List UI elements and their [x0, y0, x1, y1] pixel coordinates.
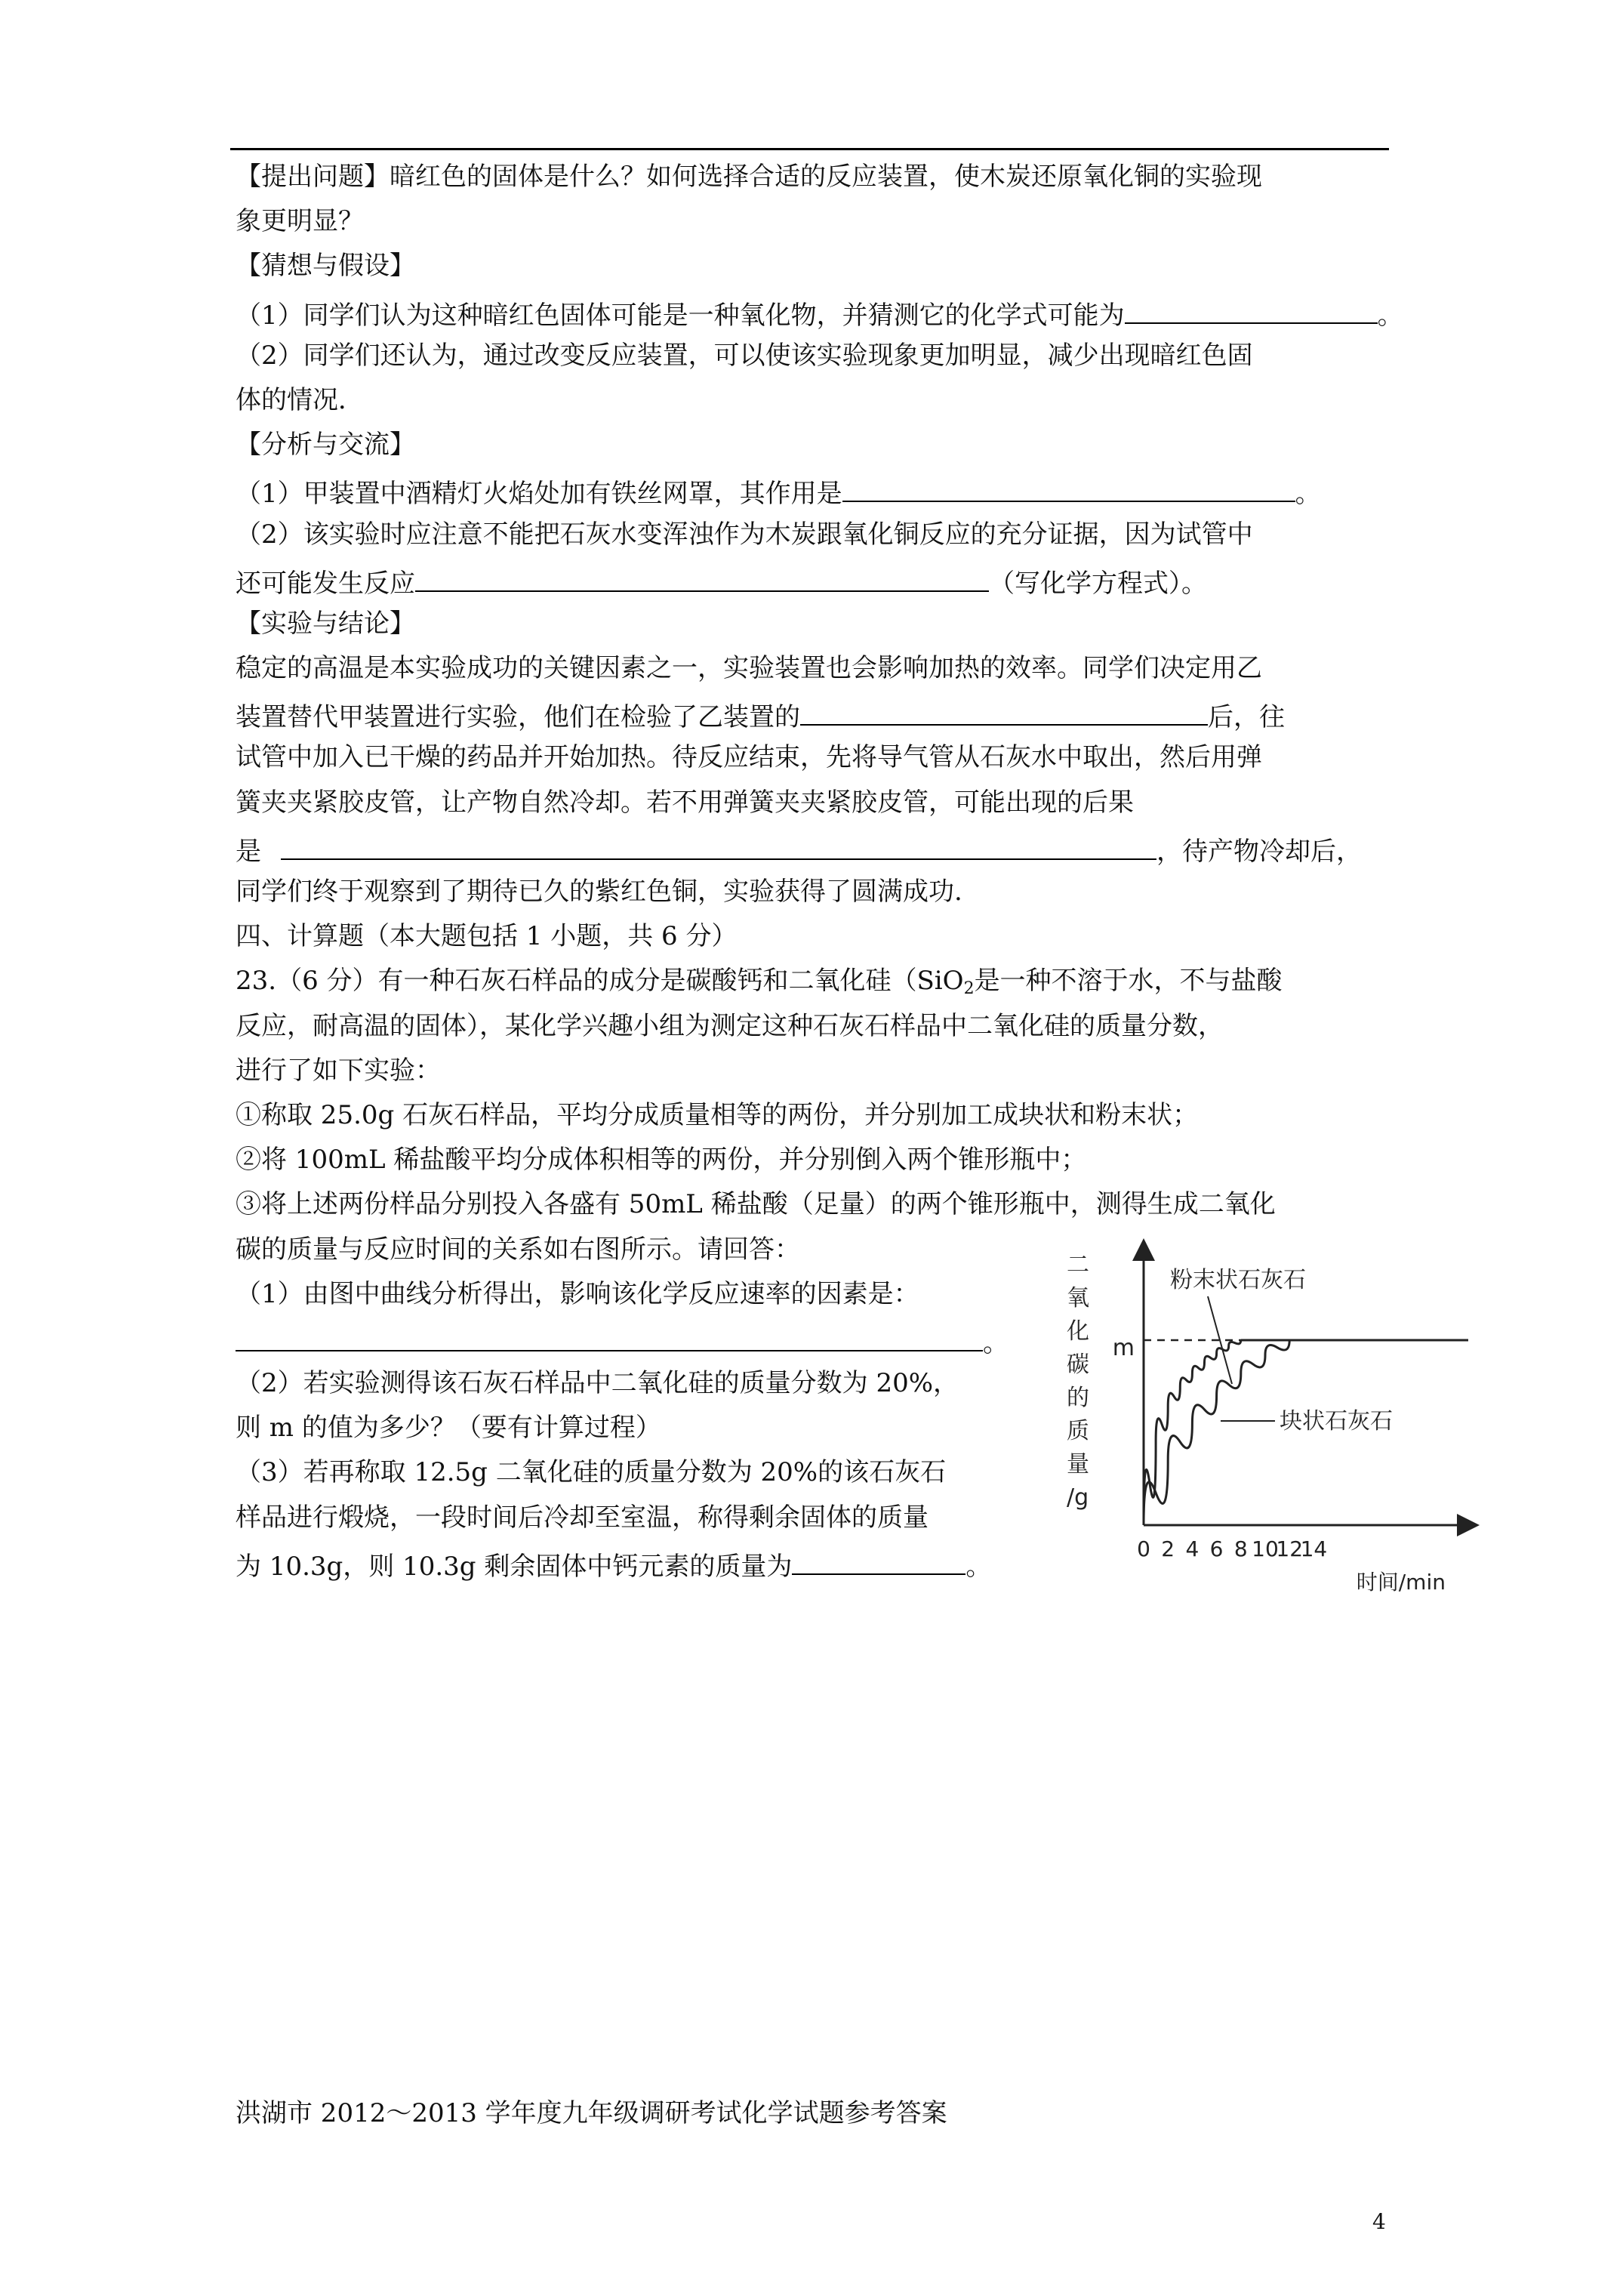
page-number: 4	[1372, 2209, 1386, 2234]
analysis-q1-end: 。	[1295, 479, 1321, 510]
answer-blank-equation[interactable]	[415, 557, 989, 592]
hypothesis-q2-line-2: 体的情况．	[236, 384, 364, 415]
x-axis-label: 时间/min	[1356, 1570, 1446, 1595]
sub-question-3-line-2: 样品进行煅烧，一段时间后冷却至室温，称得剩余固体的质量	[236, 1502, 929, 1533]
x-tick-label: 0	[1137, 1536, 1150, 1561]
analysis-q1-text: （1）甲装置中酒精灯火焰处加有铁丝网罩，其作用是	[236, 479, 842, 510]
x-tick-label: 4	[1185, 1536, 1200, 1561]
footer-title: 洪湖市 2012～2013 学年度九年级调研考试化学试题参考答案	[236, 2098, 947, 2128]
step-2: ②将 100mL 稀盐酸平均分成体积相等的两份，并分别倒入两个锥形瓶中；	[236, 1145, 1087, 1176]
answer-blank-device-check[interactable]	[800, 691, 1208, 726]
answer-blank-calcium-mass[interactable]	[792, 1540, 965, 1575]
co2-mass-chart	[1053, 1212, 1480, 1612]
section-heading: 四、计算题（本大题包括 1 小题，共 6 分）	[236, 921, 738, 952]
answer-blank-formula[interactable]	[1125, 289, 1378, 324]
q23-line-1-end: 是一种不溶于水，不与盐酸	[974, 966, 1283, 997]
experiment-line-5-text: 是	[236, 836, 261, 867]
problem-statement-line-1: 【提出问题】暗红色的固体是什么？如何选择合适的反应装置，使木炭还原氧化铜的实验现	[236, 162, 1262, 192]
hypothesis-q1-end: 。	[1377, 300, 1403, 331]
analysis-q2-end: （写化学方程式）。	[989, 568, 1207, 599]
subscript-2: 2	[963, 979, 975, 999]
hypothesis-q1-text: （1）同学们认为这种暗红色固体可能是一种氧化物，并猜测它的化学式可能为	[236, 300, 1125, 331]
sub-question-1-end: 。	[983, 1327, 1009, 1358]
q23-line-2: 反应，耐高温的固体），某化学兴趣小组为测定这种石灰石样品中二氧化硅的质量分数，	[236, 1010, 1224, 1041]
problem-statement-line-2: 象更明显？	[236, 206, 364, 237]
x-tick-label: 12	[1276, 1536, 1304, 1561]
experiment-line-4: 簧夹夹紧胶皮管，让产物自然冷却。若不用弹簧夹夹紧胶皮管，可能出现的后果	[236, 787, 1134, 818]
q23-line-1-text: 23.（6 分）有一种石灰石样品的成分是碳酸钙和二氧化硅（SiO	[236, 966, 964, 997]
x-tick-label: 8	[1233, 1536, 1248, 1561]
experiment-line-5	[236, 825, 1458, 870]
analysis-heading: 【分析与交流】	[236, 430, 415, 461]
experiment-line-1: 稳定的高温是本实验成功的关键因素之一，实验装置也会影响加热的效率。同学们决定用乙	[236, 653, 1262, 684]
experiment-line-2-end: 后，往	[1208, 702, 1285, 733]
analysis-q1	[236, 467, 1458, 512]
x-tick-label: 14	[1300, 1536, 1328, 1561]
x-tick-label: 10	[1252, 1536, 1279, 1561]
q23-line-3: 进行了如下实验：	[236, 1055, 441, 1086]
experiment-line-2-text: 装置替代甲装置进行实验，他们在检验了乙装置的	[236, 702, 800, 733]
x-tick-labels	[1137, 1536, 1327, 1561]
experiment-line-3: 试管中加入已干燥的药品并开始加热。待反应结束，先将导气管从石灰水中取出，然后用弹	[236, 742, 1262, 773]
analysis-q2-line-1: （2）该实验时应注意不能把石灰水变浑浊作为木炭跟氧化铜反应的充分证据，因为试管中	[236, 519, 1253, 550]
hypothesis-heading: 【猜想与假设】	[236, 251, 415, 282]
x-tick-label: 6	[1209, 1536, 1224, 1561]
analysis-q2-line-2	[236, 557, 1458, 602]
top-rule	[230, 148, 1389, 150]
answer-blank-consequence[interactable]	[281, 825, 1156, 860]
sub-question-1: （1）由图中曲线分析得出，影响该化学反应速率的因素是：	[236, 1278, 919, 1309]
q23-line-1	[236, 959, 1458, 1003]
sub-question-3-end: 。	[965, 1551, 992, 1582]
y-axis-label: 二 氧 化 碳 的 质 量 /g	[1067, 1252, 1089, 1511]
step-1: ①称取 25.0g 石灰石样品，平均分成质量相等的两份，并分别加工成块状和粉末状；	[236, 1099, 1199, 1130]
answer-blank-wire-mesh[interactable]	[842, 467, 1295, 502]
series-label-powder: 粉末状石灰石	[1170, 1267, 1306, 1293]
experiment-line-2	[236, 691, 1458, 735]
experiment-line-5-end: ，待产物冷却后，	[1156, 836, 1362, 867]
answer-blank-rate-factor[interactable]	[236, 1317, 983, 1351]
step-3-line-1: ③将上述两份样品分别投入各盛有 50mL 稀盐酸（足量）的两个锥形瓶中，测得生成二氧化	[236, 1189, 1276, 1220]
step-3-line-2: 碳的质量与反应时间的关系如右图所示。请回答：	[236, 1234, 800, 1265]
hypothesis-q1	[236, 289, 1458, 334]
sub-question-3-line-1: （3）若再称取 12.5g 二氧化硅的质量分数为 20%的该石灰石	[236, 1457, 947, 1488]
experiment-line-6: 同学们终于观察到了期待已久的紫红色铜，实验获得了圆满成功.	[236, 877, 962, 907]
sub-question-1-answer	[236, 1317, 1013, 1361]
y-tick-label-m: m	[1112, 1335, 1135, 1361]
chart-svg	[1053, 1212, 1480, 1612]
sub-question-2-line-2: 则 m 的值为多少？（要有计算过程）	[236, 1413, 661, 1444]
x-tick-label: 2	[1161, 1536, 1175, 1561]
experiment-heading: 【实验与结论】	[236, 608, 415, 639]
sub-question-3-text: 为 10.3g，则 10.3g 剩余固体中钙元素的质量为	[236, 1551, 793, 1582]
sub-question-2-line-1: （2）若实验测得该石灰石样品中二氧化硅的质量分数为 20%，	[236, 1368, 959, 1399]
series-label-lump: 块状石灰石	[1280, 1408, 1393, 1435]
sub-question-3-line-3	[236, 1540, 1013, 1585]
hypothesis-q2-line-1: （2）同学们还认为，通过改变反应装置，可以使该实验现象更加明显，减少出现暗红色固	[236, 340, 1253, 371]
analysis-q2-text: 还可能发生反应	[236, 568, 415, 599]
